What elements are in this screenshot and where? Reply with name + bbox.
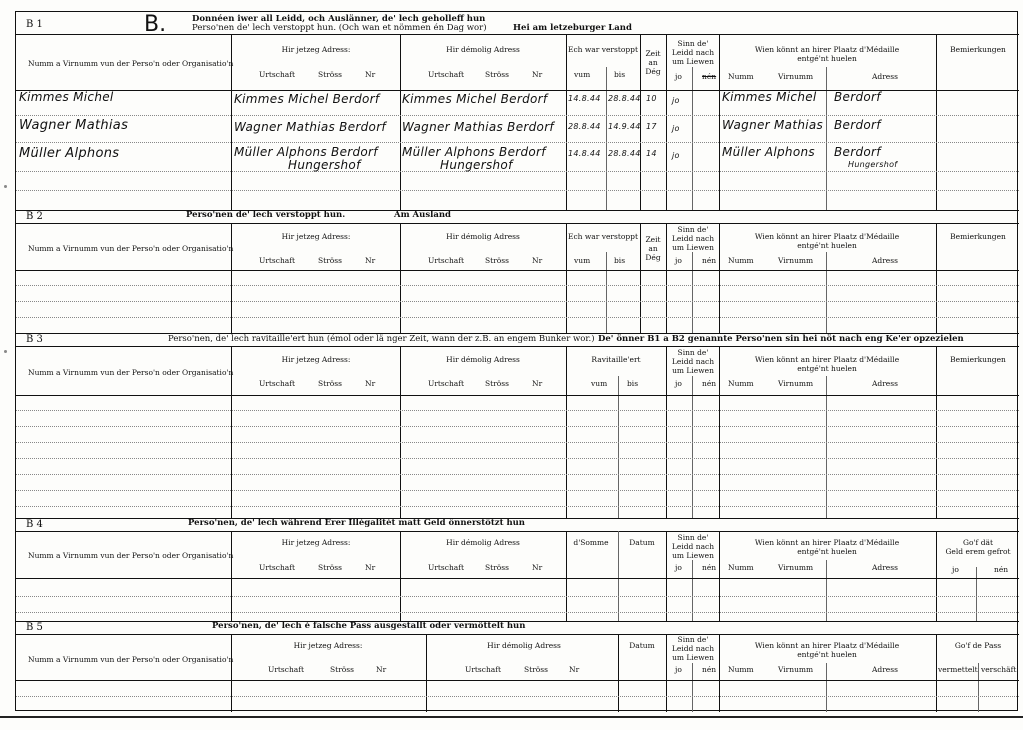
col-place: Urtschaft [259,256,296,265]
col-medal-address: Adress [872,72,898,81]
col-medal-address: Adress [872,256,898,265]
col-medal: Wien könnt an hirer Plaatz d'Médaille [754,232,900,241]
col-medal-name: Numm [728,563,754,572]
col-alive: Leidd nach [671,644,715,653]
row3-current: Müller Alphons Berdorf [234,145,378,159]
row2-from: 28.8.44 [568,122,601,131]
col-medal-address: Adress [872,563,898,572]
col-remarks: Bemierkungen [950,355,1006,364]
col-medal-firstname: Virnumm [778,379,814,388]
row2-name: Wagner Mathias [19,118,129,133]
col-returned: Geld erem gefrot [945,547,1011,556]
row3-former-b: Hungershof [440,158,513,172]
col-alive: Sinn de' [677,635,709,644]
col-no: nén [702,256,717,265]
form-title-line2b: Hei am letzeburger Land [513,23,632,33]
col-alive: um Liewen [672,57,714,66]
col-no: nén [702,665,717,674]
col-street: Ströss [485,70,509,79]
col-returned: Go'f dät [962,538,994,547]
col-ravit: Ravitaille'ert [591,355,641,364]
col-pass: Go'f de Pass [954,641,1002,650]
col-nr: Nr [365,379,376,388]
col-medal-firstname: Virnumm [778,256,814,265]
col-nr: Nr [569,665,580,674]
col-alive: Leidd nach [671,357,715,366]
col-medal-firstname: Virnumm [778,563,814,572]
col-from: vum [574,256,591,265]
col-name-b3: Numm a Virnumm vun der Perso'n oder Organisatio'n [28,368,234,377]
section-title-b2: Perso'nen de' lech verstoppt hun. [186,210,346,220]
col-to: bis [627,379,639,388]
section-label-b4: B 4 [26,519,43,530]
col-remarks: Bemierkungen [950,45,1006,54]
col-current-addr-b3: Hir jetzeg Adress: [281,355,351,364]
col-alive: Leidd nach [671,542,715,551]
col-street: Ströss [524,665,548,674]
col-medal-firstname: Virnumm [778,665,814,674]
row1-to: 28.8.44 [608,94,641,103]
col-time: Dég [645,67,661,76]
col-alive: Sinn de' [677,348,709,357]
col-street: Ströss [485,256,509,265]
row1-name: Kimmes Michel [19,90,114,104]
col-medal-name: Numm [728,665,754,674]
row2-alive: jo [672,124,680,133]
col-place: Urtschaft [259,563,296,572]
col-date: Datum [629,538,655,547]
row2-days: 17 [646,122,657,131]
col-former-addr-b5: Hir démolig Adress [487,641,561,650]
col-yes: jo [675,665,682,674]
col-medal: Wien könnt an hirer Plaatz d'Médaille [754,538,900,547]
col-time: an [648,58,658,67]
col-alive: um Liewen [672,366,714,375]
col-no-struck: nén [702,72,717,81]
col-pass-made: verschäft [981,665,1017,674]
row1-from: 14.8.44 [568,94,601,103]
row2-former: Wagner Mathias Berdorf [402,120,554,134]
col-medal-name: Numm [728,72,754,81]
section-title-b4: Perso'nen, de' lech während Erer Illégalitét matt Geld önnerstötzt hun [188,518,525,528]
form-title-line1: Donnéen iwer all Leidd, och Auslänner, de' lech geholleff hun [192,14,486,24]
col-medal-firstname: Virnumm [778,72,814,81]
col-nr: Nr [365,563,376,572]
col-place: Urtschaft [268,665,305,674]
col-medal: entgé'nt huelen [797,547,857,556]
col-street: Ströss [485,379,509,388]
col-alive: um Liewen [672,551,714,560]
col-yes: jo [675,379,682,388]
col-returned-yes: jo [952,565,959,574]
col-alive: Sinn de' [677,533,709,542]
col-current-addr-b5: Hir jetzeg Adress: [293,641,363,650]
col-medal-address: Adress [872,665,898,674]
col-alive: Leidd nach [671,48,715,57]
col-time: an [648,244,658,253]
col-place: Urtschaft [259,70,296,79]
section-label-b1: B 1 [26,19,43,30]
row2-current: Wagner Mathias Berdorf [234,120,386,134]
col-nr: Nr [532,256,543,265]
col-to: bis [614,70,626,79]
col-hidden: Ech war verstoppt [567,232,639,241]
col-medal-name: Numm [728,256,754,265]
col-returned-no: nén [994,565,1009,574]
row3-medal-addr-b: Hungershof [848,160,898,169]
col-alive: um Liewen [672,653,714,662]
col-street: Ströss [318,70,342,79]
col-medal: entgé'nt huelen [797,241,857,250]
col-street: Ströss [330,665,354,674]
col-nr: Nr [365,70,376,79]
section-title-b3: Perso'nen, de' lech ravitaille'ert hun (émol oder lä nger Zeit, wann der z.B. an engem Bunker wor.) [168,334,595,344]
row3-from: 14.8.44 [568,149,601,158]
col-former-addr-b3: Hir démolig Adress [446,355,520,364]
col-street: Ströss [318,256,342,265]
scan-mark [4,185,7,188]
col-alive: Sinn de' [677,39,709,48]
col-current-addr-b2: Hir jetzeg Adress: [281,232,351,241]
col-no: nén [702,379,717,388]
col-nr: Nr [376,665,387,674]
col-medal: Wien könnt an hirer Plaatz d'Médaille [754,355,900,364]
col-remarks: Bemierkungen [950,232,1006,241]
col-medal: entgé'nt huelen [797,54,857,63]
col-street: Ströss [318,379,342,388]
row2-to: 14.9.44 [608,122,641,131]
row1-current: Kimmes Michel Berdorf [234,92,380,106]
col-alive: Sinn de' [677,225,709,234]
row3-days: 14 [646,149,657,158]
row1-former: Kimmes Michel Berdorf [402,92,548,106]
row3-former: Müller Alphons Berdorf [402,145,546,159]
col-from: vum [591,379,608,388]
form-title-line2: Perso'nen de' lech verstoppt hun. (Och wan et nömmen én Dag wor) [192,23,487,33]
scan-mark [4,350,7,353]
row1-days: 10 [646,94,657,103]
col-place: Urtschaft [465,665,502,674]
col-place: Urtschaft [428,379,465,388]
col-nr: Nr [532,563,543,572]
row2-medal-addr: Berdorf [834,118,881,132]
col-street: Ströss [485,563,509,572]
row2-medal-name: Wagner Mathias [722,118,824,132]
col-hidden: Ech war verstoppt [567,45,639,54]
col-former-addr-b1: Hir démolig Adress [446,45,520,54]
col-place: Urtschaft [428,70,465,79]
row3-to: 28.8.44 [608,149,641,158]
col-from: vum [574,70,591,79]
col-current-addr-b1: Hir jetzeg Adress: [281,45,351,54]
row3-medal-name: Müller Alphons [722,145,815,159]
section-label-b5: B 5 [26,622,43,633]
col-medal: entgé'nt huelen [797,650,857,659]
col-time: Zeit [645,235,661,244]
page-bottom-edge [0,716,1023,718]
col-name-b5: Numm a Virnumm vun der Perso'n oder Organisatio'n [28,655,234,664]
col-pass-issued: vermettelt [938,665,978,674]
section-label-b2: B 2 [26,211,43,222]
form-frame [15,11,1018,711]
section-note-b3: De' önner B1 a B2 genannte Perso'nen sin hei nöt nach eng Ke'er opzezielen [598,334,964,344]
col-current-addr-b4: Hir jetzeg Adress: [281,538,351,547]
col-nr: Nr [365,256,376,265]
row3-name: Müller Alphons [19,146,120,161]
col-yes: jo [675,72,682,81]
section-label-b3: B 3 [26,334,43,345]
col-medal: Wien könnt an hirer Plaatz d'Médaille [754,45,900,54]
row3-alive: jo [672,151,680,160]
row1-medal-name: Kimmes Michel [722,90,817,104]
form-letter: B. [144,12,167,37]
col-yes: jo [675,563,682,572]
col-place: Urtschaft [259,379,296,388]
col-time: Zeit [645,49,661,58]
col-street: Ströss [318,563,342,572]
col-no: nén [702,563,717,572]
section-subtitle-b2: Am Ausland [394,210,451,220]
col-place: Urtschaft [428,256,465,265]
col-date: Datum [629,641,655,650]
section-title-b5: Perso'nen, de' lech é falsche Pass ausgestallt oder vermöttelt hun [212,621,526,631]
row1-medal-addr: Berdorf [834,90,881,104]
col-sum: d'Somme [573,538,609,547]
col-alive: um Liewen [672,243,714,252]
col-medal: Wien könnt an hirer Plaatz d'Médaille [754,641,900,650]
col-name-b1: Numm a Virnumm vun der Perso'n oder Organisatio'n [28,59,234,68]
row1-alive: jo [672,96,680,105]
col-medal-name: Numm [728,379,754,388]
col-time: Dég [645,253,661,262]
col-place: Urtschaft [428,563,465,572]
col-alive: Leidd nach [671,234,715,243]
col-former-addr-b4: Hir démolig Adress [446,538,520,547]
col-nr: Nr [532,379,543,388]
col-name-b4: Numm a Virnumm vun der Perso'n oder Organisatio'n [28,551,234,560]
col-name-b2: Numm a Virnumm vun der Perso'n oder Organisatio'n [28,244,234,253]
row3-current-b: Hungershof [288,158,361,172]
col-former-addr-b2: Hir démolig Adress [446,232,520,241]
col-medal-address: Adress [872,379,898,388]
col-yes: jo [675,256,682,265]
col-medal: entgé'nt huelen [797,364,857,373]
row3-medal-addr: Berdorf [834,145,881,159]
col-to: bis [614,256,626,265]
col-nr: Nr [532,70,543,79]
